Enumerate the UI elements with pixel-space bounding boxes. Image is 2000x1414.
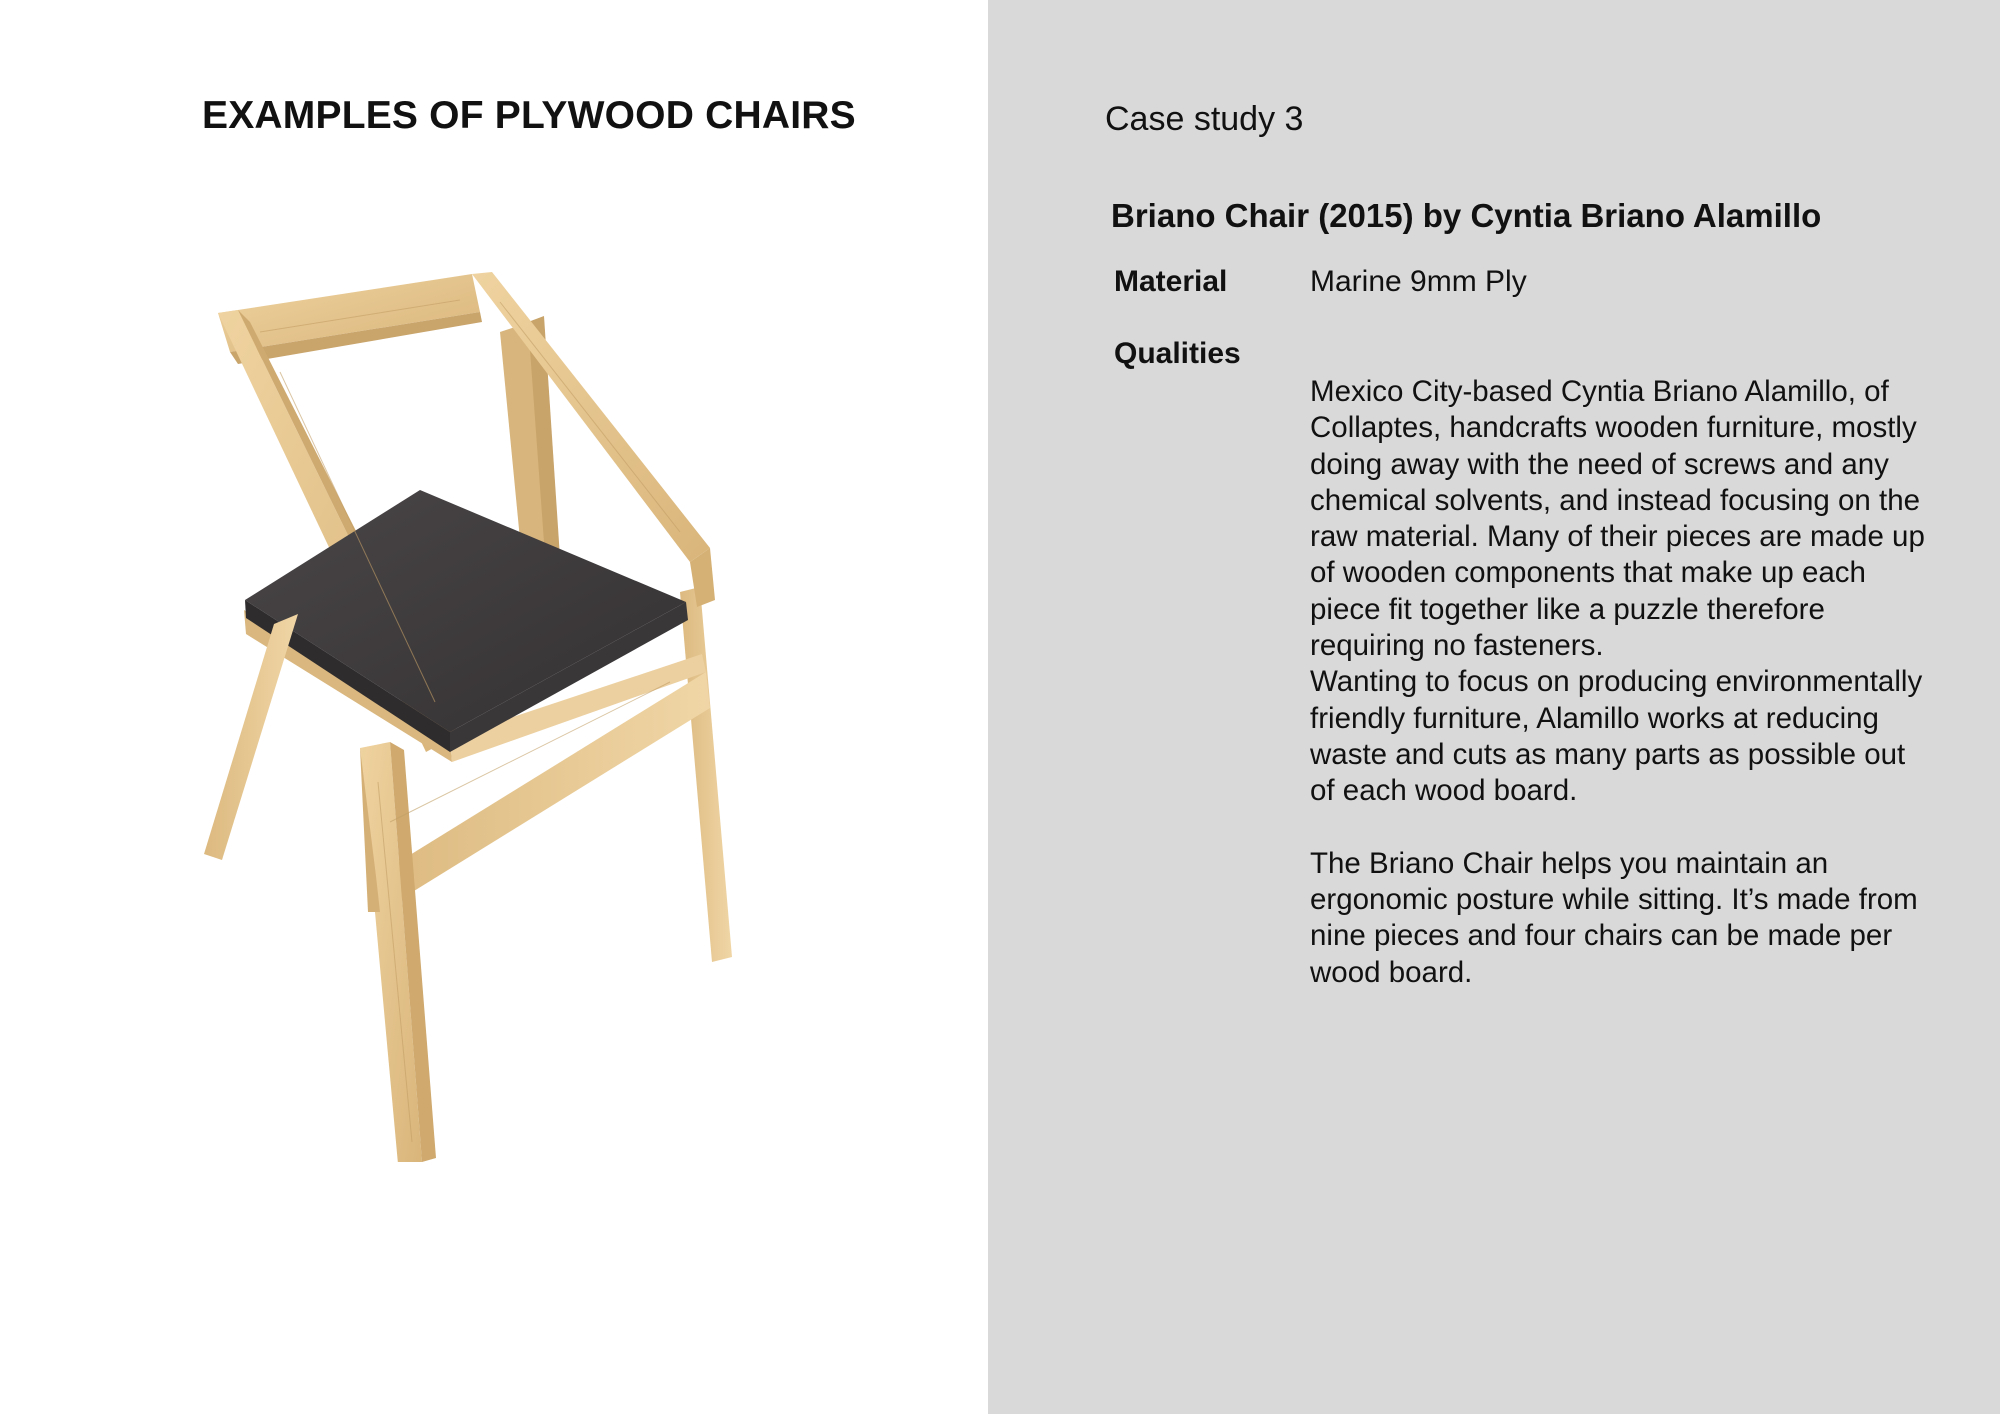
- qualities-paragraph: Wanting to focus on producing environmentally friendly furniture, Alamillo works at reducing waste and cuts as many parts as possible out of each wood board.: [1310, 665, 1923, 808]
- case-study-label: Case study 3: [1105, 100, 1304, 138]
- paragraph-gap: [1310, 810, 1930, 846]
- page-heading: EXAMPLES OF PLYWOOD CHAIRS: [202, 94, 856, 137]
- material-value: Marine 9mm Ply: [1310, 265, 1527, 298]
- case-study-title: Briano Chair (2015) by Cyntia Briano Alamillo: [1111, 197, 1822, 234]
- material-label: Material: [1114, 265, 1228, 298]
- chair-photo: [200, 262, 740, 1162]
- qualities-label: Qualities: [1114, 337, 1241, 370]
- qualities-paragraph: Mexico City-based Cyntia Briano Alamillo, of Collaptes, handcrafts wooden furniture, mostly doing away with the need of screws and any chemical solvents, and instead focusing on the raw material. Many of their pieces are made up of wooden components that make up each piece fit together like a puzzle therefore requiring no fasteners.: [1310, 375, 1925, 663]
- left-panel: [0, 0, 988, 1414]
- qualities-paragraph: The Briano Chair helps you maintain an ergonomic posture while sitting. It’s made from nine pieces and four chairs can be made per wood board.: [1310, 846, 1918, 989]
- qualities-text: [1310, 374, 1930, 991]
